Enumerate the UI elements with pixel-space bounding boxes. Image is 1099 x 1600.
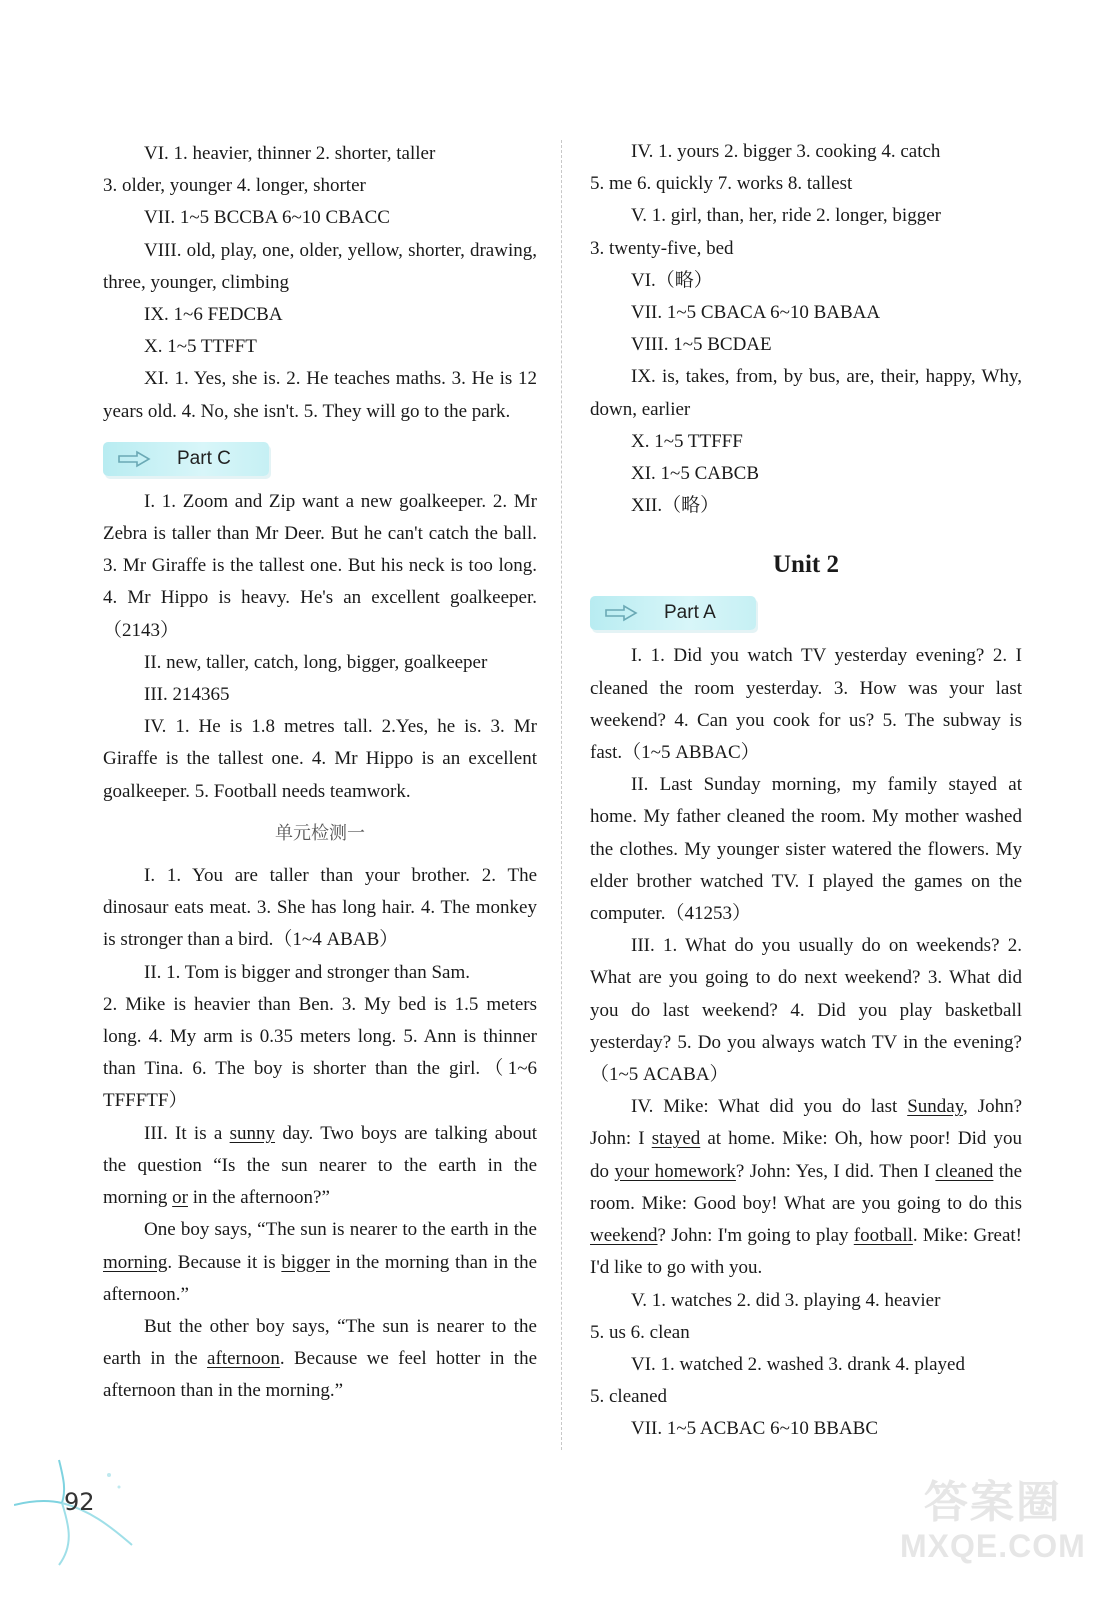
arrow-right-icon xyxy=(115,449,155,469)
part-c-label: Part C xyxy=(177,447,231,469)
answer-line: 3. twenty-five, bed xyxy=(590,237,734,259)
answer-line: VII. 1~5 BCCBA 6~10 CBACC xyxy=(144,207,390,229)
answer-paragraph: I. 1. Zoom and Zip want a new goalkeeper. 2. Mr Zebra is taller than Mr Deer. But he can't catch the ball. 3. Mr Giraffe is the tallest one. But his neck is too long. 4. Mr Hippo is heavy. He's an excellent goalkeeper.（2143） xyxy=(103,490,537,641)
answer-line: 5. me 6. quickly 7. works 8. tallest xyxy=(590,173,853,195)
answer-line: X. 1~5 TTFFF xyxy=(631,430,743,452)
arrow-right-icon xyxy=(602,603,642,623)
answer-line: IX. 1~6 FEDCBA xyxy=(144,304,283,326)
answer-line: IX. is, takes, from, by bus, are, their, happy, Why, down, earlier xyxy=(590,366,1022,420)
answer-line: VI. 1. watched 2. washed 3. drank 4. played xyxy=(631,1353,965,1375)
answer-line: III. 214365 xyxy=(144,684,230,706)
unit-title: Unit 2 xyxy=(773,551,839,579)
answer-line: V. 1. watches 2. did 3. playing 4. heavier xyxy=(631,1289,941,1311)
answer-line: IV. 1. yours 2. bigger 3. cooking 4. catch xyxy=(631,141,941,162)
watermark-bottom: MXQE.COM xyxy=(900,1528,1086,1564)
answer-line: VI. 1. heavier, thinner 2. shorter, taller xyxy=(144,143,436,164)
answer-paragraph: 2. Mike is heavier than Ben. 3. My bed is 1.5 meters long. 4. My arm is 0.35 meters long. 5. Ann is thinner than Tina. 6. The boy is shorter than the girl.（1~6 TFFFTF） xyxy=(103,993,537,1112)
answer-paragraph: IV. 1. He is 1.8 metres tall. 2.Yes, he is. 3. Mr Giraffe is the tallest one. 4. Mr Hippo is an excellent goalkeeper. 5. Football needs teamwork. xyxy=(103,716,537,802)
answer-line: 3. older, younger 4. longer, shorter xyxy=(103,175,366,197)
part-a-label: Part A xyxy=(664,602,716,624)
answer-line: II. 1. Tom is bigger and stronger than Sam. xyxy=(144,961,471,983)
unit-test-title: 单元检测一 xyxy=(275,822,365,844)
answer-line: V. 1. girl, than, her, ride 2. longer, bigger xyxy=(631,205,941,227)
answer-line: X. 1~5 TTFFT xyxy=(144,336,257,358)
answer-line: 5. cleaned xyxy=(590,1386,668,1408)
answer-line: VII. 1~5 CBACA 6~10 BABAA xyxy=(631,302,881,324)
answer-line: VI.（略） xyxy=(631,269,713,291)
answer-line: II. new, taller, catch, long, bigger, goalkeeper xyxy=(144,651,488,673)
answer-paragraph: I. 1. You are taller than your brother. 2. The dinosaur eats meat. 3. She has long hair. 4. The monkey is stronger than a bird.（1~4 ABAB） xyxy=(103,865,537,951)
answer-line: VIII. old, play, one, older, yellow, shorter, drawing, three, younger, climbing xyxy=(103,239,537,293)
page-number: 92 xyxy=(64,1488,95,1516)
passage-paragraph: III. It is a sunny day. Two boys are talking about the question “Is the sun nearer to the earth in the morning or in the afternoon?” xyxy=(103,1122,537,1209)
passage-paragraph: One boy says, “The sun is nearer to the earth in the morning. Because it is bigger in the morning than in the afternoon.” xyxy=(103,1219,538,1305)
answer-line: XI. 1~5 CABCB xyxy=(631,463,759,485)
dialogue-paragraph: IV. Mike: What did you do last Sunday, John? John: I stayed at home. Mike: Oh, how poor! Did you do your homework? John: Yes, I did. Then I cleaned the room. Mike: Good boy! What are you going to do this weekend? John: I'm going to play football. Mike: Great! I'd like to go with you. xyxy=(590,1096,1023,1279)
answer-paragraph: III. 1. What do you usually do on weekends? 2. What are you going to do next weekend? 3. What did you do last weekend? 4. Did you play basketball yesterday? 5. Do you always watch TV in the evening?（1~5 ACABA） xyxy=(590,935,1022,1086)
column-divider xyxy=(561,140,562,1450)
answer-paragraph: I. 1. Did you watch TV yesterday evening? 2. I cleaned the room yesterday. 3. How was your last weekend? 4. Can you cook for us? 5. The subway is fast.（1~5 ABBAC） xyxy=(590,645,1022,764)
passage-paragraph: But the other boy says, “The sun is nearer to the earth in the afternoon. Because we feel hotter in the afternoon than in the morning.” xyxy=(103,1315,537,1402)
watermark-logo xyxy=(900,1478,1086,1564)
answer-line: VIII. 1~5 BCDAE xyxy=(631,334,772,356)
right-column xyxy=(590,136,1022,1446)
part-c-header xyxy=(103,442,269,476)
left-column xyxy=(103,138,537,1408)
answer-line: 5. us 6. clean xyxy=(590,1321,690,1343)
answer-line: XII.（略） xyxy=(631,495,720,517)
starfish-decoration xyxy=(14,1455,144,1585)
answer-line: XI. 1. Yes, she is. 2. He teaches maths. 3. He is 12 years old. 4. No, she isn't. 5. They will go to the park. xyxy=(103,368,537,422)
watermark-top: 答案圈 xyxy=(923,1477,1062,1528)
answer-paragraph: II. Last Sunday morning, my family stayed at home. My father cleaned the room. My mother washed the clothes. My younger sister watered the flowers. My elder brother watched TV. I played the games on the computer.（41253） xyxy=(590,774,1022,925)
answer-line: VII. 1~5 ACBAC 6~10 BBABC xyxy=(631,1418,879,1440)
part-a-header xyxy=(590,596,756,630)
